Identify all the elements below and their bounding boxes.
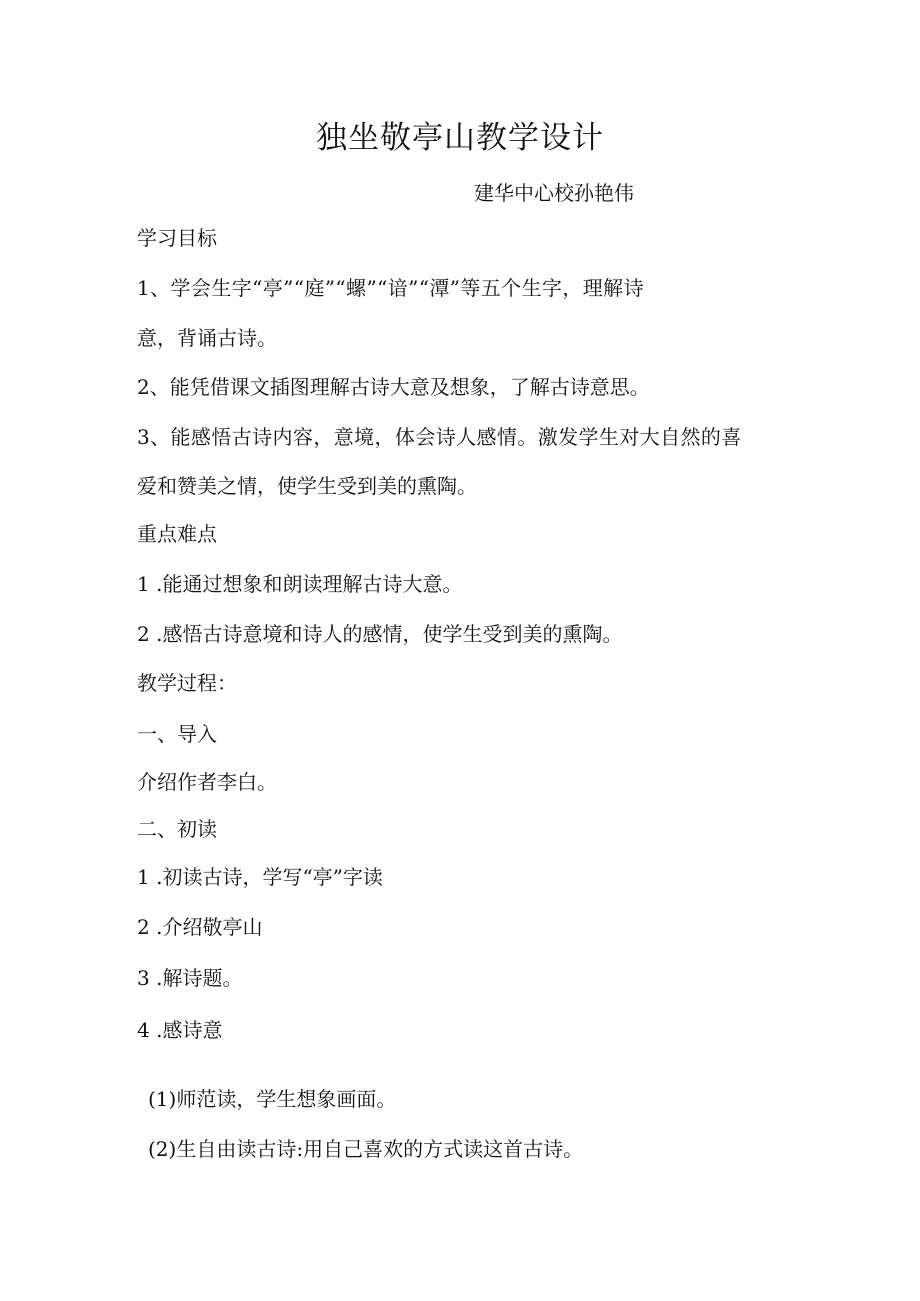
document-title: 独坐敬亭山教学设计 (316, 120, 604, 156)
goal-item-1-line-1: 1、学会生字“亭”“庭”“螺”“谙”“潭”等五个生字，理解诗 (137, 276, 644, 300)
key-point-item-2: 2 .感悟古诗意境和诗人的感情，使学生受到美的熏陶。 (137, 622, 623, 646)
key-points-heading: 重点难点 (137, 522, 217, 546)
section-1-text: 介绍作者李白。 (137, 770, 277, 794)
step-3: 3 .解诗题。 (137, 966, 243, 990)
sub-step-1: (1)师范读，学生想象画面。 (148, 1087, 397, 1111)
section-2-heading: 二、初读 (137, 817, 217, 841)
document-author: 建华中心校孙艳伟 (474, 181, 634, 205)
process-heading: 教学过程： (137, 671, 237, 695)
sub-step-2: (2)生自由读古诗:用自己喜欢的方式读这首古诗。 (148, 1137, 584, 1161)
goal-item-3-line-2: 爱和赞美之情，使学生受到美的熏陶。 (137, 474, 477, 498)
goal-item-3-line-1: 3、能感悟古诗内容，意境，体会诗人感情。激发学生对大自然的喜 (137, 425, 742, 449)
step-4: 4 .感诗意 (137, 1018, 223, 1042)
key-point-item-1: 1 .能通过想象和朗读理解古诗大意。 (137, 572, 463, 596)
step-2: 2 .介绍敬亭山 (137, 915, 263, 939)
goals-heading: 学习目标 (137, 226, 217, 250)
step-1: 1 .初读古诗，学写“亭”字读 (137, 865, 383, 889)
goal-item-1-line-2: 意，背诵古诗。 (137, 326, 277, 350)
goal-item-2: 2、能凭借课文插图理解古诗大意及想象，了解古诗意思。 (137, 375, 650, 399)
section-1-heading: 一、导入 (137, 722, 217, 746)
